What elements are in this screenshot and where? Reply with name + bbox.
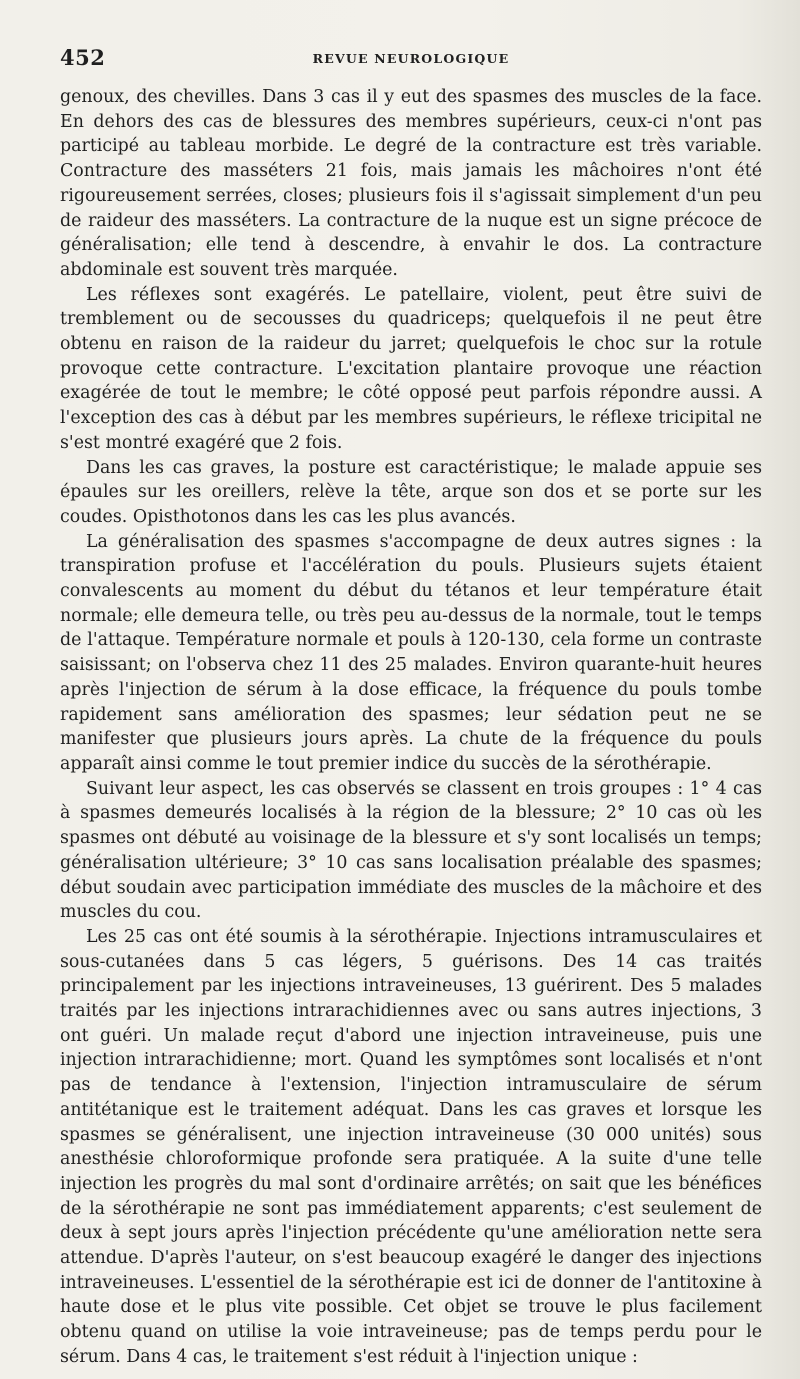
- body-text: [60, 85, 762, 1370]
- running-head: REVUE NEUROLOGIQUE: [312, 51, 510, 66]
- page-number: 452: [60, 45, 106, 70]
- paragraph-serotherapie: Les 25 cas ont été soumis à la sérothérapie. Injections intramusculaires et sous-cutanées dans 5 cas légers, 5 guérisons. Des 14 cas traités principalement par les injections intraveineuses, 13 guérirent. Des 5 malades traités par les injections intrarachidiennes avec ou sans autres injections, 3 ont guéri. Un malade reçut d'abord une injection intraveineuse, puis une injection intrarachidienne; mort. Quand les symptômes sont localisés et n'ont pas de tendance à l'extension, l'injection intramusculaire de sérum antitétanique est le traitement adéquat. Dans les cas graves et lorsque les spasmes se généralisent, une injection intraveineuse (30 000 unités) sous anesthésie chloroformique profonde sera pratiquée. A la suite d'une telle injection les progrès du mal sont d'ordinaire arrêtés; on sait que les bénéfices de la sérothérapie ne sont pas immédiatement apparents; c'est seulement de deux à sept jours après l'injection précédente qu'une amélioration nette sera attendue. D'après l'auteur, on s'est beaucoup exagéré le danger des injections intraveineuses. L'essentiel de la sérothérapie est ici de donner de l'antitoxine à haute dose et le plus vite possible. Cet objet se trouve le plus facilement obtenu quand on utilise la voie intraveineuse; pas de temps perdu pour le sérum. Dans 4 cas, le traitement s'est réduit à l'injection unique :: [60, 926, 762, 1367]
- paragraph-generalisation: La généralisation des spasmes s'accompagne de deux autres signes : la transpiration profuse et l'accélération du pouls. Plusieurs sujets étaient convalescents au moment du début du tétanos et leur température était normale; elle demeura telle, ou très peu au-dessus de la normale, tout le temps de l'attaque. Température normale et pouls à 120-130, cela forme un contraste saisissant; on l'observa chez 11 des 25 malades. Environ quarante-huit heures après l'injection de sérum à la dose efficace, la fréquence du pouls tombe rapidement sans amélioration des spasmes; leur sédation peut ne se manifester que plusieurs jours après. La chute de la fréquence du pouls apparaît ainsi comme le tout premier indice du succès de la sérothérapie.: [60, 531, 762, 774]
- paragraph-reflexes: Les réflexes sont exagérés. Le patellaire, violent, peut être suivi de tremblement ou de secousses du quadriceps; quelquefois il ne peut être obtenu en raison de la raideur du jarret; quelquefois le choc sur la rotule provoque cette contracture. L'excitation plantaire provoque une réaction exagérée de tout le membre; le côté opposé peut parfois répondre aussi. A l'exception des cas à début par les membres supérieurs, le réflexe tricipital ne s'est montré exagéré que 2 fois.: [60, 284, 762, 453]
- page-header: [60, 45, 762, 85]
- paragraph-contractures: genoux, des chevilles. Dans 3 cas il y eut des spasmes des muscles de la face. En dehors des cas de blessures des membres supérieurs, ceux-ci n'ont pas participé au tableau morbide. Le degré de la contracture est très variable. Contracture des masséters 21 fois, mais jamais les mâchoires n'ont été rigoureusement serrées, closes; plusieurs fois il s'agissait simplement d'un peu de raideur des masséters. La contracture de la nuque est un signe précoce de généralisation; elle tend à descendre, à envahir le dos. La contracture abdominale est souvent très marquée.: [60, 87, 762, 280]
- paragraph-groupes: Suivant leur aspect, les cas observés se classent en trois groupes : 1° 4 cas à spasmes demeurés localisés à la région de la blessure; 2° 10 cas où les spasmes ont débuté au voisinage de la blessure et s'y sont localisés un temps; généralisation ultérieure; 3° 10 cas sans localisation préalable des spasmes; début soudain avec participation immédiate des muscles de la mâchoire et des muscles du cou.: [60, 778, 762, 923]
- paragraph-posture: Dans les cas graves, la posture est caractéristique; le malade appuie ses épaules sur les oreillers, relève la tête, arque son dos et se porte sur les coudes. Opisthotonos dans les cas les plus avancés.: [60, 457, 762, 527]
